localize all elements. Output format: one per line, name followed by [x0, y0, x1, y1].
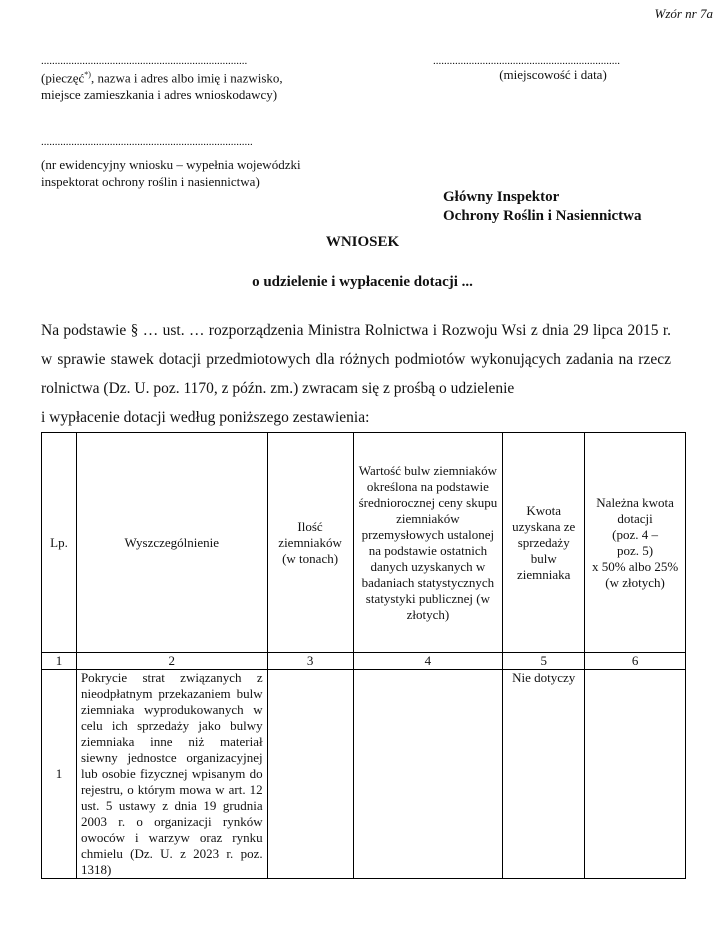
- column-number: 6: [585, 653, 686, 670]
- header-value: Wartość bulw ziemniaków określona na podstawie średniorocznej ceny skupu ziemniaków przemysłowych ustalonej na podstawie ostatnich danych uzyskanych w badaniach statystycznych statystyki publicznej (w złotych): [353, 433, 503, 653]
- addressee-line2: Ochrony Roślin i Nasiennictwa: [443, 208, 642, 224]
- row-quantity[interactable]: [267, 670, 353, 879]
- applicant-label-line2: miejsce zamieszkania i adres wnioskodawcy): [41, 87, 278, 103]
- header-due-l1: Należna kwota dotacji: [596, 494, 674, 526]
- header-due-l4: x 50% albo 25%: [591, 558, 679, 574]
- document-subtitle: o udzielenie i wypłacenie dotacji ...: [252, 274, 473, 290]
- row-lp: 1: [42, 670, 77, 879]
- registry-label-line1: (nr ewidencyjny wniosku – wypełnia wojewódzki: [41, 157, 301, 172]
- row-amount: Nie dotyczy: [503, 670, 585, 879]
- column-number-row: [42, 653, 686, 670]
- subsidy-table: [41, 432, 686, 879]
- registry-label-line2: inspektorat ochrony roślin i nasiennictwa): [41, 174, 260, 189]
- column-number: 4: [353, 653, 503, 670]
- column-number: 3: [267, 653, 353, 670]
- header-due-l3: poz. 5): [617, 542, 654, 558]
- body-main: Na podstawie § … ust. … rozporządzenia Ministra Rolnictwa i Rozwoju Wsi z dnia 29 lipca 2015 r. w sprawie stawek dotacji przedmiotowych dla różnych podmiotów wykonujących zadania na rzecz rolnictwa (Dz. U. poz. 1170, z późn. zm.) zwracam się z prośbą o udzielenie: [41, 322, 671, 397]
- header-due-l5: (w złotych): [605, 574, 665, 590]
- registry-dots: .............................................................................: [41, 136, 253, 148]
- header-item: Wyszczególnienie: [76, 433, 267, 653]
- body-paragraph: [41, 316, 671, 432]
- table-row: [42, 670, 686, 879]
- header-amount: Kwota uzyskana ze sprzedaży bulw ziemniaka: [503, 433, 585, 653]
- form-number: Wzór nr 7a: [654, 6, 713, 21]
- row-value[interactable]: [353, 670, 503, 879]
- header-lp: Lp.: [42, 433, 77, 653]
- column-number: 1: [42, 653, 77, 670]
- place-date-label: (miejscowość i data): [499, 67, 607, 82]
- applicant-label-prefix: (pieczęć: [41, 70, 85, 86]
- column-number: 2: [76, 653, 267, 670]
- header-due: [585, 433, 686, 653]
- header-due-l2: (poz. 4 –: [612, 526, 659, 542]
- addressee-line1: Główny Inspektor: [443, 189, 560, 205]
- registry-label: [41, 156, 301, 190]
- addressee: [443, 188, 642, 226]
- applicant-label-rest: , nazwa i adres albo imię i nazwisko,: [90, 70, 283, 86]
- document-title: WNIOSEK: [325, 234, 400, 250]
- row-due[interactable]: [585, 670, 686, 879]
- place-date-dots: ....................................................................: [433, 55, 620, 67]
- header-quantity: Ilość ziemniaków (w tonach): [267, 433, 353, 653]
- body-last-line: i wypłacenie dotacji według poniższego zestawienia:: [41, 409, 370, 426]
- header-row: [42, 433, 686, 653]
- applicant-label: [41, 66, 283, 103]
- row-item: Pokrycie strat związanych z nieodpłatnym przekazaniem bulw ziemniaka wyprodukowanych w celu ich sprzedaży jako bulwy ziemniaka inne niż materiał siewny jednostce organizacyjnej lub osobie fizycznej wpisanym do rejestru, o którym mowa w art. 12 ust. 5 ustawy z dnia 19 grudnia 2003 r. o organizacji rynków owoców i warzyw oraz rynku chmielu (Dz. U. z 2023 r. poz. 1318): [76, 670, 267, 879]
- column-number: 5: [503, 653, 585, 670]
- footnote-marker: *): [84, 70, 91, 79]
- applicant-dots: ...........................................................................: [41, 55, 248, 67]
